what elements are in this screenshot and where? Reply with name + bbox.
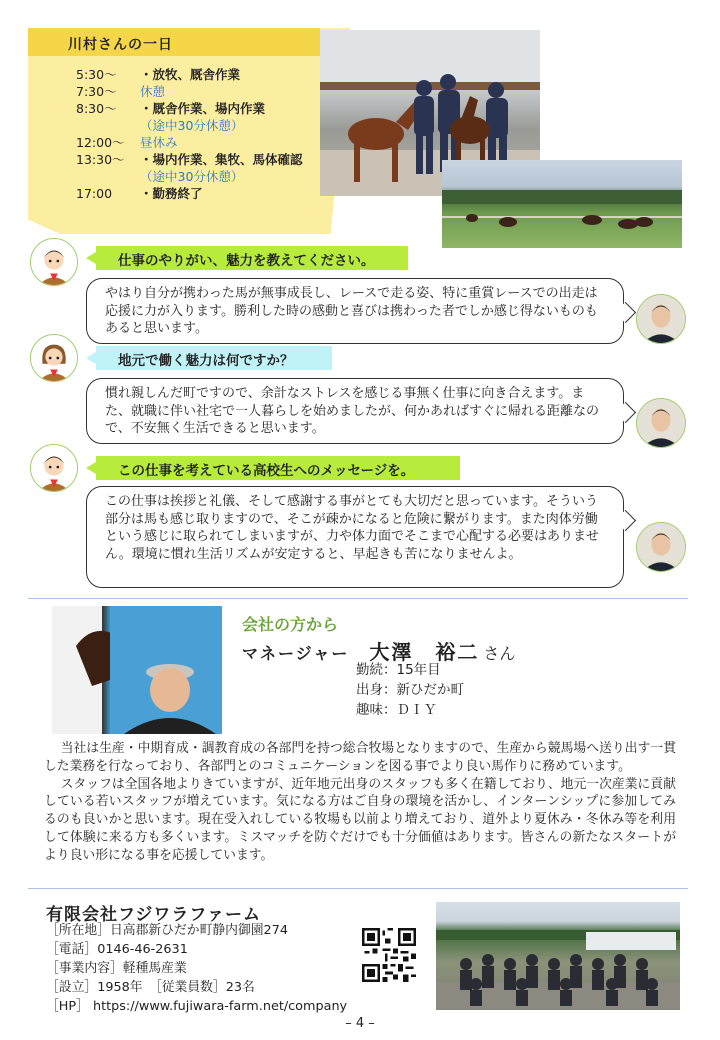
manager-photo	[52, 606, 222, 734]
company-name: 有限会社フジワラファーム	[46, 905, 261, 925]
staff-group-photo	[436, 902, 680, 1010]
interviewer-avatar-female	[30, 334, 78, 382]
company-section-heading: 会社の方から	[242, 615, 339, 634]
pasture-photo	[442, 160, 682, 248]
section-divider	[28, 888, 688, 889]
schedule-activity: 休憩	[140, 84, 166, 99]
schedule-activity: ・勤務終了	[140, 186, 203, 201]
schedule-activity: ・厩舎作業、場内作業	[140, 101, 266, 116]
schedule-time: 17:00	[76, 186, 113, 201]
schedule-time	[76, 168, 140, 185]
company-address: ［所在地］日高郡新ひだか町静内御園274	[46, 923, 288, 938]
page-number: – 4 –	[345, 1016, 375, 1031]
message-paragraph: スタッフは全国各地よりきていますが、近年地元出身のスタッフも多く在籍しており、地元一次産業に貢献している若いスタッフが増えています。気になる方はご自身の環境を活かし、インターンシップに参加してみるのも良いかと思います。現在受入れしている牧場も以前より増えており、道外より夏休み・冬休み等を利用して体験に来る方も多くいます。ミスマッチを防ぐだけでも十分価値はあります。皆さんの新たなスタートがより良い形になる事を応援しています。	[44, 776, 676, 863]
question-bar	[96, 346, 332, 370]
message-paragraph: 当社は生産・中期育成・調教育成の各部門を持つ総合牧場となりますので、生産から競馬場へ送り出す一貫した業務を行なっており、各部門とのコミュニケーションを図る事でより良い馬作りに務めています。	[44, 741, 676, 774]
manager-role: マネージャー	[242, 644, 350, 663]
question-bar	[96, 456, 460, 480]
schedule-row	[76, 134, 316, 151]
schedule-title: 川村さんの一日	[28, 28, 320, 56]
interviewer-avatar-male	[30, 238, 78, 286]
answer-text: 慣れ親しんだ町ですので、余計なストレスを感じる事無く仕事に向き合えます。また、就職に伴い社宅で一人暮らしを始めましたが、何かあればすぐに帰れる距離なので、不安無く生活できると思います。	[105, 386, 600, 436]
company-founded: ［設立］1958年 ［従業員数］23名	[46, 980, 255, 995]
manager-fact: 勤続：15年目	[356, 662, 441, 678]
schedule-row	[76, 100, 316, 117]
schedule-activity: ・放牧、厩舎作業	[140, 67, 241, 82]
manager-name: 大澤 裕二	[369, 640, 480, 664]
schedule-activity: （途中30分休憩）	[140, 118, 244, 133]
manager-message	[44, 740, 676, 865]
schedule-activity: 昼休み	[140, 135, 178, 150]
section-divider	[28, 598, 688, 599]
company-phone: ［電話］0146-46-2631	[46, 942, 188, 957]
schedule-row	[76, 185, 316, 202]
manager-facts	[356, 660, 464, 720]
schedule-time	[76, 117, 140, 134]
interviewer-avatar-male	[30, 444, 78, 492]
company-homepage-link[interactable]: ［HP］ https://www.fujiwara-farm.net/company	[46, 999, 348, 1014]
manager-honorific: さん	[483, 644, 516, 663]
question-text: この仕事を考えている高校生へのメッセージを。	[118, 463, 415, 479]
answer-bubble	[86, 278, 624, 344]
respondent-avatar	[636, 294, 686, 344]
schedule-row	[76, 66, 316, 83]
answer-text: やはり自分が携わった馬が無事成長し、レースで走る姿、特に重賞レースでの出走は応援に力が入ります。勝利した時の感動と喜びは携わった者でしか感じ得ないものもあると思います。	[105, 286, 598, 336]
company-info	[46, 921, 347, 1016]
answer-bubble	[86, 486, 624, 588]
qr-code-icon[interactable]	[362, 928, 416, 982]
schedule-activity: ・場内作業、集牧、馬体確認	[140, 152, 303, 167]
schedule-row	[76, 151, 316, 168]
respondent-avatar	[636, 522, 686, 572]
question-bar	[96, 246, 408, 270]
schedule-list	[76, 66, 316, 202]
question-text: 仕事のやりがい、魅力を教えてください。	[118, 253, 375, 269]
schedule-time: 13:30〜	[76, 152, 125, 167]
schedule-time: 8:30〜	[76, 101, 117, 116]
respondent-avatar	[636, 398, 686, 448]
manager-fact: 出身：新ひだか町	[356, 682, 464, 698]
answer-bubble	[86, 378, 624, 444]
schedule-time: 7:30〜	[76, 84, 117, 99]
schedule-row	[76, 117, 316, 134]
question-text: 地元で働く魅力は何ですか？	[118, 353, 294, 369]
schedule-time: 12:00〜	[76, 135, 125, 150]
schedule-activity: （途中30分休憩）	[140, 169, 244, 184]
manager-fact: 趣味：ＤＩＹ	[356, 702, 437, 718]
company-business: ［事業内容］軽種馬産業	[46, 961, 187, 976]
answer-text: この仕事は挨拶と礼儀、そして感謝する事がとても大切だと思っています。そういう部分は馬も感じ取りますので、そこが疎かになると危険に繋がります。また肉体労働という感じに取られてしまいますが、力や体力面でそこまで心配する必要はありません。環境に慣れ生活リズムが安定すると、早起きも苦になりませんよ。	[105, 494, 600, 562]
schedule-row	[76, 83, 316, 100]
schedule-row	[76, 168, 316, 185]
schedule-time: 5:30〜	[76, 67, 117, 82]
